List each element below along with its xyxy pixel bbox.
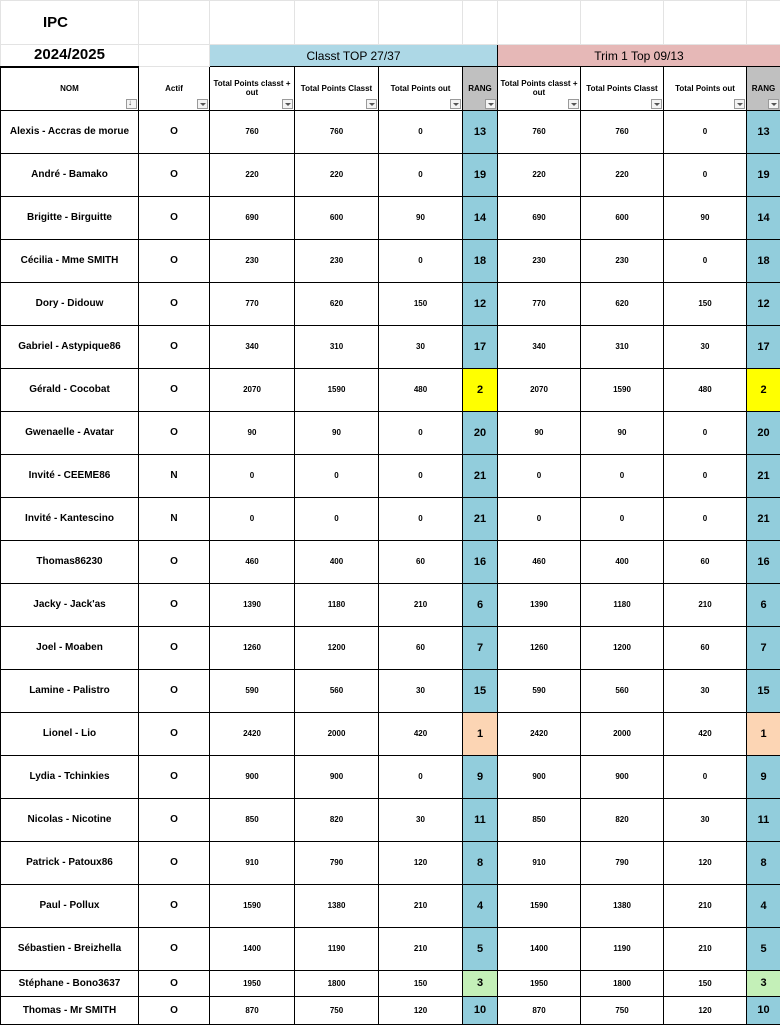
cell-trim-total-classt-out[interactable]: 590: [498, 669, 581, 712]
cell-rang[interactable]: 15: [463, 669, 498, 712]
cell-trim-total-classt-out[interactable]: 2420: [498, 712, 581, 755]
cell-trim-total-classt[interactable]: 2000: [581, 712, 664, 755]
cell-total-classt-out[interactable]: 0: [210, 454, 295, 497]
column-header-label: Total Points out: [664, 84, 746, 93]
cell-rang[interactable]: 19: [463, 153, 498, 196]
cell-actif[interactable]: O: [139, 669, 210, 712]
cell-trim-rang[interactable]: 2: [747, 368, 780, 411]
cell-trim-rang[interactable]: 17: [747, 325, 780, 368]
cell-total-out[interactable]: 30: [379, 798, 463, 841]
cell-total-classt[interactable]: 1200: [295, 626, 379, 669]
cell-total-classt[interactable]: 0: [295, 497, 379, 540]
column-header-label: Total Points out: [379, 84, 462, 93]
cell-trim-total-out[interactable]: 210: [664, 884, 747, 927]
column-header-total-classt-out[interactable]: [210, 67, 295, 111]
cell-trim-total-out[interactable]: 0: [664, 153, 747, 196]
cell-trim-rang[interactable]: 11: [747, 798, 780, 841]
season-cell[interactable]: [1, 45, 139, 67]
cell-trim-total-classt[interactable]: 820: [581, 798, 664, 841]
cell-nom[interactable]: Thomas - Mr SMITH: [1, 996, 139, 1024]
filter-dropdown-icon[interactable]: [768, 99, 779, 109]
column-header-trim-total-out[interactable]: [664, 67, 747, 111]
cell-actif[interactable]: O: [139, 996, 210, 1024]
table-row: [1, 712, 780, 755]
table-row: [1, 841, 780, 884]
cell-rang[interactable]: 11: [463, 798, 498, 841]
empty-cell[interactable]: [295, 1, 379, 45]
cell-total-classt-out[interactable]: 460: [210, 540, 295, 583]
cell-trim-total-classt[interactable]: 600: [581, 196, 664, 239]
cell-rang[interactable]: 13: [463, 110, 498, 153]
cell-trim-rang[interactable]: 3: [747, 970, 780, 996]
cell-trim-total-out[interactable]: 0: [664, 755, 747, 798]
cell-trim-total-classt-out[interactable]: 460: [498, 540, 581, 583]
cell-trim-total-classt[interactable]: 620: [581, 282, 664, 325]
cell-total-classt[interactable]: 790: [295, 841, 379, 884]
cell-trim-total-classt[interactable]: 900: [581, 755, 664, 798]
column-header-trim-total-classt[interactable]: [581, 67, 664, 111]
filter-dropdown-icon[interactable]: [734, 99, 745, 109]
cell-trim-total-classt[interactable]: 0: [581, 454, 664, 497]
cell-trim-rang[interactable]: 14: [747, 196, 780, 239]
cell-trim-total-out[interactable]: 210: [664, 927, 747, 970]
column-header-total-out[interactable]: [379, 67, 463, 111]
cell-rang[interactable]: 21: [463, 497, 498, 540]
cell-total-classt-out[interactable]: 90: [210, 411, 295, 454]
table-row: [1, 411, 780, 454]
cell-rang[interactable]: 20: [463, 411, 498, 454]
table-row: [1, 239, 780, 282]
cell-trim-total-classt-out[interactable]: 760: [498, 110, 581, 153]
cell-total-classt[interactable]: 1180: [295, 583, 379, 626]
table-row: [1, 540, 780, 583]
cell-total-classt[interactable]: 220: [295, 153, 379, 196]
cell-total-out[interactable]: 480: [379, 368, 463, 411]
cell-nom[interactable]: Invité - Kantescino: [1, 497, 139, 540]
empty-cell[interactable]: [747, 1, 780, 45]
cell-total-classt-out[interactable]: 690: [210, 196, 295, 239]
cell-trim-rang[interactable]: 5: [747, 927, 780, 970]
table-row: [1, 325, 780, 368]
cell-trim-total-out[interactable]: 420: [664, 712, 747, 755]
cell-actif[interactable]: O: [139, 282, 210, 325]
cell-rang[interactable]: 12: [463, 282, 498, 325]
cell-total-classt-out[interactable]: 1400: [210, 927, 295, 970]
cell-total-out[interactable]: 0: [379, 755, 463, 798]
cell-total-out[interactable]: 120: [379, 841, 463, 884]
cell-nom[interactable]: Gérald - Cocobat: [1, 368, 139, 411]
column-header-label: RANG: [747, 84, 780, 93]
cell-trim-total-out[interactable]: 0: [664, 454, 747, 497]
cell-trim-rang[interactable]: 19: [747, 153, 780, 196]
column-header-label: Total Points classt + out: [210, 79, 294, 97]
cell-actif[interactable]: O: [139, 712, 210, 755]
filter-dropdown-icon[interactable]: [485, 99, 496, 109]
cell-trim-total-classt-out[interactable]: 910: [498, 841, 581, 884]
empty-cell[interactable]: [664, 1, 747, 45]
cell-nom[interactable]: Dory - Didouw: [1, 282, 139, 325]
cell-total-out[interactable]: 90: [379, 196, 463, 239]
cell-total-classt[interactable]: 1190: [295, 927, 379, 970]
cell-rang[interactable]: 3: [463, 970, 498, 996]
group-header-trimestre[interactable]: Trim 1 Top 09/13: [498, 45, 780, 67]
cell-total-classt[interactable]: 1590: [295, 368, 379, 411]
cell-trim-total-out[interactable]: 60: [664, 626, 747, 669]
cell-total-classt-out[interactable]: 0: [210, 497, 295, 540]
cell-trim-total-classt[interactable]: 1380: [581, 884, 664, 927]
cell-trim-total-classt[interactable]: 220: [581, 153, 664, 196]
cell-trim-rang[interactable]: 16: [747, 540, 780, 583]
cell-total-classt[interactable]: 600: [295, 196, 379, 239]
cell-total-classt[interactable]: 90: [295, 411, 379, 454]
column-header-actif[interactable]: [139, 67, 210, 111]
column-header-rang[interactable]: [463, 67, 498, 111]
table-row: [1, 996, 780, 1024]
cell-total-out[interactable]: 0: [379, 239, 463, 282]
cell-nom[interactable]: Alexis - Accras de morue: [1, 110, 139, 153]
cell-trim-total-classt-out[interactable]: 230: [498, 239, 581, 282]
cell-trim-total-out[interactable]: 30: [664, 669, 747, 712]
cell-trim-total-out[interactable]: 60: [664, 540, 747, 583]
cell-total-out[interactable]: 150: [379, 970, 463, 996]
column-header-label: Actif: [139, 84, 209, 93]
cell-actif[interactable]: O: [139, 884, 210, 927]
cell-nom[interactable]: Patrick - Patoux86: [1, 841, 139, 884]
cell-trim-total-classt[interactable]: 790: [581, 841, 664, 884]
cell-total-classt-out[interactable]: 2420: [210, 712, 295, 755]
cell-rang[interactable]: 10: [463, 996, 498, 1024]
cell-trim-total-out[interactable]: 30: [664, 798, 747, 841]
cell-nom[interactable]: Lydia - Tchinkies: [1, 755, 139, 798]
cell-trim-total-out[interactable]: 150: [664, 282, 747, 325]
column-header-trim-rang[interactable]: [747, 67, 780, 111]
cell-trim-total-classt-out[interactable]: 1590: [498, 884, 581, 927]
cell-actif[interactable]: O: [139, 110, 210, 153]
cell-trim-total-classt[interactable]: 760: [581, 110, 664, 153]
cell-trim-rang[interactable]: 12: [747, 282, 780, 325]
table-row: [1, 282, 780, 325]
cell-actif[interactable]: O: [139, 540, 210, 583]
cell-total-out[interactable]: 0: [379, 153, 463, 196]
sort-filter-icon[interactable]: [126, 99, 137, 109]
cell-total-classt-out[interactable]: 590: [210, 669, 295, 712]
cell-trim-total-classt-out[interactable]: 90: [498, 411, 581, 454]
cell-total-out[interactable]: 0: [379, 110, 463, 153]
cell-trim-total-classt-out[interactable]: 0: [498, 454, 581, 497]
cell-actif[interactable]: O: [139, 411, 210, 454]
cell-total-classt[interactable]: 400: [295, 540, 379, 583]
cell-rang[interactable]: 14: [463, 196, 498, 239]
cell-trim-total-classt-out[interactable]: 220: [498, 153, 581, 196]
table-row: [1, 626, 780, 669]
filter-dropdown-icon[interactable]: [197, 99, 208, 109]
cell-trim-total-classt[interactable]: 400: [581, 540, 664, 583]
cell-nom[interactable]: Joel - Moaben: [1, 626, 139, 669]
cell-trim-total-classt[interactable]: 230: [581, 239, 664, 282]
table-row: [1, 755, 780, 798]
cell-trim-rang[interactable]: 15: [747, 669, 780, 712]
cell-trim-total-out[interactable]: 120: [664, 841, 747, 884]
cell-trim-total-classt-out[interactable]: 2070: [498, 368, 581, 411]
cell-total-classt[interactable]: 620: [295, 282, 379, 325]
cell-total-out[interactable]: 420: [379, 712, 463, 755]
cell-total-classt[interactable]: 900: [295, 755, 379, 798]
empty-cell[interactable]: [210, 1, 295, 45]
empty-cell[interactable]: [463, 1, 498, 45]
cell-rang[interactable]: 9: [463, 755, 498, 798]
cell-trim-rang[interactable]: 21: [747, 497, 780, 540]
cell-total-out[interactable]: 0: [379, 497, 463, 540]
cell-actif[interactable]: N: [139, 454, 210, 497]
cell-nom[interactable]: Invité - CEEME86: [1, 454, 139, 497]
cell-trim-total-out[interactable]: 480: [664, 368, 747, 411]
cell-total-out[interactable]: 210: [379, 583, 463, 626]
cell-nom[interactable]: Gabriel - Astypique86: [1, 325, 139, 368]
cell-nom[interactable]: Nicolas - Nicotine: [1, 798, 139, 841]
table-row: [1, 927, 780, 970]
table-row: [1, 669, 780, 712]
cell-total-out[interactable]: 150: [379, 282, 463, 325]
cell-total-out[interactable]: 30: [379, 325, 463, 368]
cell-rang[interactable]: 8: [463, 841, 498, 884]
empty-cell[interactable]: [581, 1, 664, 45]
cell-nom[interactable]: Sébastien - Breizhella: [1, 927, 139, 970]
filter-dropdown-icon[interactable]: [366, 99, 377, 109]
cell-trim-total-out[interactable]: 0: [664, 110, 747, 153]
table-row: [1, 110, 780, 153]
table-row: [1, 196, 780, 239]
cell-trim-total-out[interactable]: 30: [664, 325, 747, 368]
cell-trim-total-classt-out[interactable]: 1390: [498, 583, 581, 626]
cell-total-out[interactable]: 0: [379, 454, 463, 497]
cell-actif[interactable]: O: [139, 798, 210, 841]
cell-total-classt[interactable]: 310: [295, 325, 379, 368]
cell-total-out[interactable]: 60: [379, 626, 463, 669]
cell-nom[interactable]: Thomas86230: [1, 540, 139, 583]
cell-trim-total-classt[interactable]: 560: [581, 669, 664, 712]
cell-rang[interactable]: 16: [463, 540, 498, 583]
cell-rang[interactable]: 5: [463, 927, 498, 970]
cell-actif[interactable]: O: [139, 325, 210, 368]
cell-trim-total-classt-out[interactable]: 870: [498, 996, 581, 1024]
filter-dropdown-icon[interactable]: [450, 99, 461, 109]
cell-total-classt-out[interactable]: 1260: [210, 626, 295, 669]
cell-trim-rang[interactable]: 21: [747, 454, 780, 497]
cell-rang[interactable]: 1: [463, 712, 498, 755]
cell-nom[interactable]: Gwenaelle - Avatar: [1, 411, 139, 454]
cell-actif[interactable]: O: [139, 755, 210, 798]
cell-trim-rang[interactable]: 20: [747, 411, 780, 454]
cell-total-classt[interactable]: 1800: [295, 970, 379, 996]
cell-nom[interactable]: Cécilia - Mme SMITH: [1, 239, 139, 282]
column-header-label: Total Points Classt: [581, 84, 663, 93]
cell-trim-total-classt[interactable]: 1590: [581, 368, 664, 411]
filter-dropdown-icon[interactable]: [651, 99, 662, 109]
cell-trim-total-out[interactable]: 210: [664, 583, 747, 626]
cell-trim-total-classt-out[interactable]: 1400: [498, 927, 581, 970]
cell-rang[interactable]: 18: [463, 239, 498, 282]
cell-trim-total-out[interactable]: 0: [664, 411, 747, 454]
cell-total-classt[interactable]: 750: [295, 996, 379, 1024]
cell-total-classt-out[interactable]: 230: [210, 239, 295, 282]
column-header-total-classt[interactable]: [295, 67, 379, 111]
cell-trim-rang[interactable]: 1: [747, 712, 780, 755]
cell-total-out[interactable]: 0: [379, 411, 463, 454]
cell-trim-total-classt[interactable]: 1200: [581, 626, 664, 669]
empty-cell[interactable]: [139, 1, 210, 45]
table-row: [1, 454, 780, 497]
cell-trim-total-classt[interactable]: 750: [581, 996, 664, 1024]
cell-actif[interactable]: O: [139, 239, 210, 282]
column-header-label: RANG: [463, 84, 497, 93]
cell-trim-rang[interactable]: 7: [747, 626, 780, 669]
table-row: [1, 153, 780, 196]
cell-trim-total-classt-out[interactable]: 340: [498, 325, 581, 368]
empty-cell[interactable]: [139, 45, 210, 67]
cell-total-classt-out[interactable]: 340: [210, 325, 295, 368]
cell-trim-total-classt[interactable]: 0: [581, 497, 664, 540]
group-header-classement[interactable]: Classt TOP 27/37: [210, 45, 498, 67]
cell-total-classt-out[interactable]: 2070: [210, 368, 295, 411]
cell-actif[interactable]: O: [139, 626, 210, 669]
cell-total-out[interactable]: 120: [379, 996, 463, 1024]
cell-trim-total-classt[interactable]: 1800: [581, 970, 664, 996]
cell-trim-total-out[interactable]: 0: [664, 497, 747, 540]
column-header-label: Total Points classt + out: [498, 79, 580, 97]
cell-total-out[interactable]: 210: [379, 927, 463, 970]
empty-cell[interactable]: [379, 1, 463, 45]
cell-total-classt-out[interactable]: 760: [210, 110, 295, 153]
cell-total-classt-out[interactable]: 900: [210, 755, 295, 798]
cell-total-classt[interactable]: 560: [295, 669, 379, 712]
cell-nom[interactable]: Stéphane - Bono3637: [1, 970, 139, 996]
cell-total-out[interactable]: 60: [379, 540, 463, 583]
cell-total-classt-out[interactable]: 850: [210, 798, 295, 841]
cell-actif[interactable]: O: [139, 841, 210, 884]
empty-cell[interactable]: [498, 1, 581, 45]
cell-trim-total-classt-out[interactable]: 850: [498, 798, 581, 841]
cell-nom[interactable]: Paul - Pollux: [1, 884, 139, 927]
cell-nom[interactable]: Jacky - Jack'as: [1, 583, 139, 626]
cell-total-classt-out[interactable]: 1950: [210, 970, 295, 996]
cell-total-out[interactable]: 210: [379, 884, 463, 927]
cell-total-classt[interactable]: 2000: [295, 712, 379, 755]
column-header-label: Total Points Classt: [295, 84, 378, 93]
table-row: [1, 583, 780, 626]
cell-actif[interactable]: O: [139, 970, 210, 996]
column-header-label: NOM: [1, 84, 138, 93]
cell-total-out[interactable]: 30: [379, 669, 463, 712]
cell-actif[interactable]: O: [139, 153, 210, 196]
cell-trim-rang[interactable]: 8: [747, 841, 780, 884]
cell-trim-total-out[interactable]: 0: [664, 239, 747, 282]
cell-total-classt-out[interactable]: 910: [210, 841, 295, 884]
cell-trim-rang[interactable]: 10: [747, 996, 780, 1024]
sort-indicator: ↓: [128, 98, 132, 108]
table-row: [1, 798, 780, 841]
cell-trim-rang[interactable]: 4: [747, 884, 780, 927]
cell-trim-total-classt-out[interactable]: 1260: [498, 626, 581, 669]
column-header-nom[interactable]: [1, 67, 139, 111]
cell-total-classt[interactable]: 1380: [295, 884, 379, 927]
cell-total-classt-out[interactable]: 1390: [210, 583, 295, 626]
table-row: [1, 970, 780, 996]
cell-rang[interactable]: 2: [463, 368, 498, 411]
cell-trim-total-classt-out[interactable]: 690: [498, 196, 581, 239]
cell-trim-total-classt[interactable]: 310: [581, 325, 664, 368]
cell-nom[interactable]: Brigitte - Birguitte: [1, 196, 139, 239]
table-row: [1, 368, 780, 411]
table-row: [1, 884, 780, 927]
cell-total-classt-out[interactable]: 220: [210, 153, 295, 196]
cell-total-classt[interactable]: 820: [295, 798, 379, 841]
sheet-title: IPC: [43, 14, 68, 31]
cell-trim-total-classt-out[interactable]: 770: [498, 282, 581, 325]
cell-trim-rang[interactable]: 6: [747, 583, 780, 626]
cell-rang[interactable]: 21: [463, 454, 498, 497]
cell-trim-total-classt-out[interactable]: 0: [498, 497, 581, 540]
title-cell[interactable]: [1, 1, 139, 45]
cell-trim-total-classt[interactable]: 1180: [581, 583, 664, 626]
cell-trim-total-out[interactable]: 150: [664, 970, 747, 996]
cell-actif[interactable]: O: [139, 583, 210, 626]
cell-trim-total-classt[interactable]: 1190: [581, 927, 664, 970]
cell-rang[interactable]: 6: [463, 583, 498, 626]
cell-trim-total-classt[interactable]: 90: [581, 411, 664, 454]
cell-total-classt[interactable]: 230: [295, 239, 379, 282]
cell-rang[interactable]: 17: [463, 325, 498, 368]
filter-dropdown-icon[interactable]: [568, 99, 579, 109]
cell-trim-rang[interactable]: 13: [747, 110, 780, 153]
cell-nom[interactable]: Lamine - Palistro: [1, 669, 139, 712]
cell-nom[interactable]: Lionel - Lio: [1, 712, 139, 755]
cell-trim-total-out[interactable]: 90: [664, 196, 747, 239]
cell-nom[interactable]: André - Bamako: [1, 153, 139, 196]
cell-actif[interactable]: O: [139, 196, 210, 239]
filter-dropdown-icon[interactable]: [282, 99, 293, 109]
cell-trim-total-classt-out[interactable]: 900: [498, 755, 581, 798]
cell-total-classt[interactable]: 0: [295, 454, 379, 497]
table-row: [1, 497, 780, 540]
cell-trim-rang[interactable]: 9: [747, 755, 780, 798]
cell-actif[interactable]: O: [139, 368, 210, 411]
cell-rang[interactable]: 7: [463, 626, 498, 669]
cell-total-classt-out[interactable]: 770: [210, 282, 295, 325]
cell-total-classt-out[interactable]: 1590: [210, 884, 295, 927]
cell-actif[interactable]: N: [139, 497, 210, 540]
column-header-trim-total-classt-out[interactable]: [498, 67, 581, 111]
cell-actif[interactable]: O: [139, 927, 210, 970]
cell-total-classt-out[interactable]: 870: [210, 996, 295, 1024]
cell-trim-rang[interactable]: 18: [747, 239, 780, 282]
cell-rang[interactable]: 4: [463, 884, 498, 927]
cell-total-classt[interactable]: 760: [295, 110, 379, 153]
season-label: 2024/2025: [34, 46, 105, 63]
cell-trim-total-out[interactable]: 120: [664, 996, 747, 1024]
cell-trim-total-classt-out[interactable]: 1950: [498, 970, 581, 996]
